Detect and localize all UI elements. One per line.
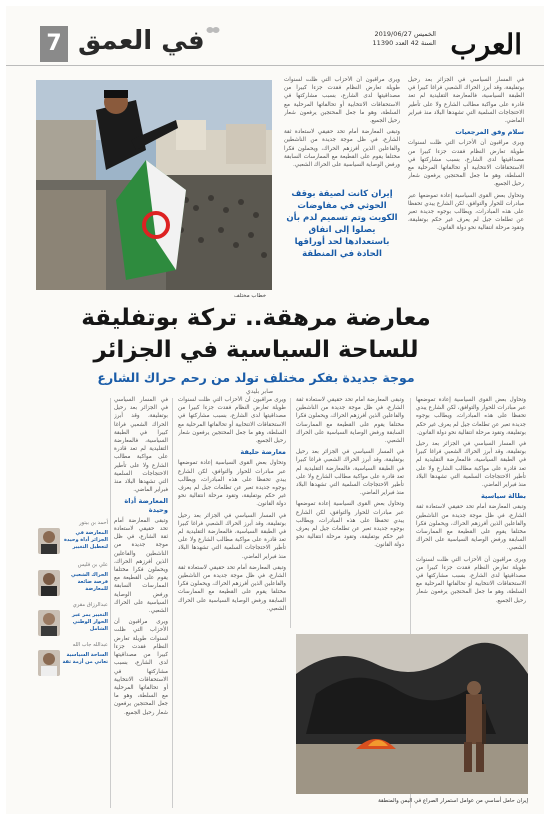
date-text: الخميس 2019/06/27 bbox=[374, 30, 436, 38]
column-text: في المسار السياسي في الجزائر بعد رحيل بوتفليقة، وقد أبرز الحراك الشعبي فراغا كبيرا في الطبقة السياسية، فالمعارضة التقليدية لم تعد قادرة على مواكبة مطالب الشارع ولا على تأطير الاحتجاجات السلمية التي تشهدها البلاد منذ فبراير الماضي. bbox=[408, 77, 524, 125]
column-text: وتحاول بعض القوى السياسية إعادة تموضعها عبر مبادرات للحوار والتوافق، لكن الشارع يبدي تحفظا على هذه المبادرات، ويطالب بوجوه جديدة تعبر عن تطلعات جيل لم يعرف غير حكم بوتفليقة، وتقود مرحلة انتقالية نحو دولة القانون. bbox=[408, 192, 524, 232]
person-quote: التغيير يمر عبر الحوار الوطني الشامل bbox=[71, 612, 108, 632]
column-rule bbox=[110, 398, 111, 808]
column-text: وتبقى المعارضة أمام تحد حقيقي لاستعادة ثقة الشارع، في ظل موجة جديدة من الناشطين والفاعلين الذين أفرزهم الحراك، ويحملون فكرا مختلفا يقوم على القطيعة مع الممارسات السابقة ورفض الوصاية السياسية على الحراك الشعبي. bbox=[114, 517, 168, 615]
avatar bbox=[38, 610, 60, 636]
article-headline bbox=[46, 302, 466, 388]
sidebar-person bbox=[38, 562, 108, 592]
column-text: وتحاول بعض القوى السياسية إعادة تموضعها عبر مبادرات للحوار والتوافق، لكن الشارع يبدي تحفظا على هذه المبادرات، ويطالب بوجوه جديدة تعبر عن تطلعات جيل لم يعرف غير حكم بوتفليقة، وتقود مرحلة انتقالية نحو دولة القانون. bbox=[296, 501, 404, 549]
speech-bubble-icon bbox=[206, 26, 220, 36]
column-right-top bbox=[408, 76, 524, 306]
page-number: 7 bbox=[40, 26, 68, 62]
yemen-photo bbox=[296, 634, 528, 794]
photo-caption: إيران حامل أساسي من عوامل استمرار الصراع في اليمن والمنطقة bbox=[378, 798, 528, 804]
section-title: في العمق bbox=[78, 26, 205, 56]
column-text: وتبقى المعارضة أمام تحد حقيقي لاستعادة ثقة الشارع، في ظل موجة جديدة من الناشطين والفاعلين الذين أفرزهم الحراك، ويحملون فكرا مختلفا يقوم على القطيعة مع الممارسات السابقة ورفض الوصاية السياسية على الحراك الشعبي. bbox=[416, 504, 526, 552]
column-2-lower bbox=[296, 396, 404, 626]
column-3-lower bbox=[178, 396, 286, 806]
column-text: وتبقى المعارضة أمام تحد حقيقي لاستعادة ثقة الشارع، في ظل موجة جديدة من الناشطين والفاعلين الذين أفرزهم الحراك، ويحملون فكرا مختلفا يقوم على القطيعة مع الممارسات السابقة ورفض الوصاية السياسية على الحراك الشعبي. bbox=[178, 564, 286, 612]
column-rule bbox=[172, 398, 173, 808]
page-header bbox=[6, 6, 544, 66]
person-name: عبدالله جاب الله bbox=[72, 642, 108, 648]
dateline bbox=[373, 30, 436, 48]
column-text: في المسار السياسي في الجزائر بعد رحيل بوتفليقة، وقد أبرز الحراك الشعبي فراغا كبيرا في الطبقة السياسية، فالمعارضة التقليدية لم تعد قادرة على مواكبة مطالب الشارع ولا على تأطير الاحتجاجات السلمية التي تشهدها البلاد منذ فبراير الماضي. bbox=[416, 441, 526, 489]
person-quote: الحراك الشعبي فرصة ضائعة للمعارضة bbox=[71, 572, 108, 592]
column-text: وتبقى المعارضة أمام تحد حقيقي لاستعادة ثقة الشارع، في ظل موجة جديدة من الناشطين والفاعلين الذين أفرزهم الحراك، ويحملون فكرا مختلفا يقوم على القطيعة مع الممارسات السابقة ورفض الوصاية السياسية على الحراك الشعبي. bbox=[296, 397, 404, 445]
avatar bbox=[38, 570, 60, 596]
column-text: ويرى مراقبون أن الأحزاب التي ظلت لسنوات طويلة تعارض النظام فقدت جزءا كبيرا من مصداقيتها لدى الشارع، بسبب مشاركتها في الاستحقاقات الانتخابية أو تحالفاتها المرحلية مع السلطة، وهو ما جعل المحتجين يرفعون شعار رحيل الجميع. bbox=[284, 77, 400, 125]
column-text: في المسار السياسي في الجزائر بعد رحيل بوتفليقة، وقد أبرز الحراك الشعبي فراغا كبيرا في الطبقة السياسية، فالمعارضة التقليدية لم تعد قادرة على مواكبة مطالب الشارع ولا على تأطير الاحتجاجات السلمية التي تشهدها البلاد منذ فبراير الماضي. bbox=[178, 512, 286, 560]
person-name: أحمد بن بيتور bbox=[79, 520, 108, 526]
pull-quote: إيران كانت لصيقة بوقف الحوثي في مفاوضات الكويت وتم تسميم لدم بأن يصلوا إلى اتفاق باستعدادها لحد أوراقها الحادة في المنطقة bbox=[286, 189, 398, 259]
subhead-2: المعارضة أداة وحيدة bbox=[124, 497, 168, 514]
subhead-3: بطالة سياسية bbox=[481, 492, 526, 501]
column-text: في المسار السياسي في الجزائر بعد رحيل بوتفليقة، وقد أبرز الحراك الشعبي فراغا كبيرا في الطبقة السياسية، فالمعارضة التقليدية لم تعد قادرة على مواكبة مطالب الشارع ولا على تأطير الاحتجاجات السلمية التي تشهدها البلاد منذ فبراير الماضي. bbox=[296, 449, 404, 497]
subhead-4: معارضة حليفة bbox=[240, 448, 286, 457]
avatar bbox=[38, 650, 60, 676]
headline-line-1: معارضة مرهقة.. تركة بوتفليقة bbox=[81, 305, 431, 331]
photo-credit: خطاب مختلف bbox=[234, 293, 267, 299]
column-text: ويرى مراقبون أن الأحزاب التي ظلت لسنوات طويلة تعارض النظام فقدت جزءا كبيرا من مصداقيتها لدى الشارع، بسبب مشاركتها في الاستحقاقات الانتخابية أو تحالفاتها المرحلية مع السلطة، وهو ما جعل المحتجين يرفعون شعار رحيل الجميع. bbox=[408, 140, 524, 188]
column-middle-top bbox=[284, 76, 400, 186]
column-rule bbox=[290, 398, 291, 628]
column-text: وتبقى المعارضة أمام تحد حقيقي لاستعادة ثقة الشارع، في ظل موجة جديدة من الناشطين والفاعلين الذين أفرزهم الحراك، ويحملون فكرا مختلفا يقوم على القطيعة مع الممارسات السابقة ورفض الوصاية السياسية على الحراك الشعبي. bbox=[284, 129, 400, 169]
column-4-lower bbox=[114, 396, 168, 806]
subhead-1: سلام وفق المرجعيات bbox=[455, 128, 524, 137]
newspaper-logo: العرب bbox=[450, 28, 522, 61]
avatar bbox=[38, 528, 60, 554]
sidebar-person bbox=[38, 520, 108, 550]
protest-photo bbox=[36, 80, 272, 290]
column-text: وتحاول بعض القوى السياسية إعادة تموضعها عبر مبادرات للحوار والتوافق، لكن الشارع يبدي تحفظا على هذه المبادرات، ويطالب بوجوه جديدة تعبر عن تطلعات جيل لم يعرف غير حكم بوتفليقة، وتقود مرحلة انتقالية نحو دولة القانون. bbox=[416, 397, 526, 436]
headline-line-2: للساحة السياسية في الجزائر bbox=[93, 337, 419, 363]
byline: صابر بليدي bbox=[246, 388, 274, 395]
column-text: ويرى مراقبون أن الأحزاب التي ظلت لسنوات طويلة تعارض النظام فقدت جزءا كبيرا من مصداقيتها لدى الشارع، بسبب مشاركتها في الاستحقاقات الانتخابية أو تحالفاتها المرحلية مع السلطة، وهو ما جعل المحتجين يرفعون شعار رحيل الجميع. bbox=[178, 397, 286, 445]
person-name: عبدالرزاق مقري bbox=[72, 602, 108, 608]
person-name: علي بن فليس bbox=[77, 562, 108, 568]
person-quote: المعارضة في الجزائر أداة وحيدة لتعطيل التغيير bbox=[63, 530, 108, 550]
sub-headline: موجة جديدة بفكر مختلف تولد من رحم حراك الشارع bbox=[97, 370, 415, 385]
newspaper-page bbox=[6, 6, 544, 814]
column-text: وتحاول بعض القوى السياسية إعادة تموضعها عبر مبادرات للحوار والتوافق، لكن الشارع يبدي تحفظا على هذه المبادرات، ويطالب بوجوه جديدة تعبر عن تطلعات جيل لم يعرف غير حكم بوتفليقة، وتقود مرحلة انتقالية نحو دولة القانون. bbox=[178, 460, 286, 508]
person-quote: الساحة السياسية تعاني من أزمة ثقة bbox=[62, 652, 108, 665]
sidebar-person bbox=[38, 602, 108, 632]
column-text: في المسار السياسي في الجزائر بعد رحيل بوتفليقة، وقد أبرز الحراك الشعبي فراغا كبيرا في الطبقة السياسية، فالمعارضة التقليدية لم تعد قادرة على مواكبة مطالب الشارع ولا على تأطير الاحتجاجات السلمية التي تشهدها البلاد منذ فبراير الماضي. bbox=[114, 397, 168, 494]
issue-text: السنة 42 العدد 11390 bbox=[372, 39, 436, 47]
column-text: ويرى مراقبون أن الأحزاب التي ظلت لسنوات طويلة تعارض النظام فقدت جزءا كبيرا من مصداقيتها لدى الشارع، بسبب مشاركتها في الاستحقاقات الانتخابية أو تحالفاتها المرحلية مع السلطة، وهو ما جعل المحتجين يرفعون شعار رحيل الجميع. bbox=[416, 556, 526, 604]
column-text: ويرى مراقبون أن الأحزاب التي ظلت لسنوات طويلة تعارض النظام فقدت جزءا كبيرا من مصداقيتها لدى الشارع، بسبب مشاركتها في الاستحقاقات الانتخابية أو تحالفاتها المرحلية مع السلطة، وهو ما جعل المحتجين يرفعون شعار رحيل الجميع. bbox=[114, 619, 168, 716]
sidebar-person bbox=[38, 642, 108, 665]
